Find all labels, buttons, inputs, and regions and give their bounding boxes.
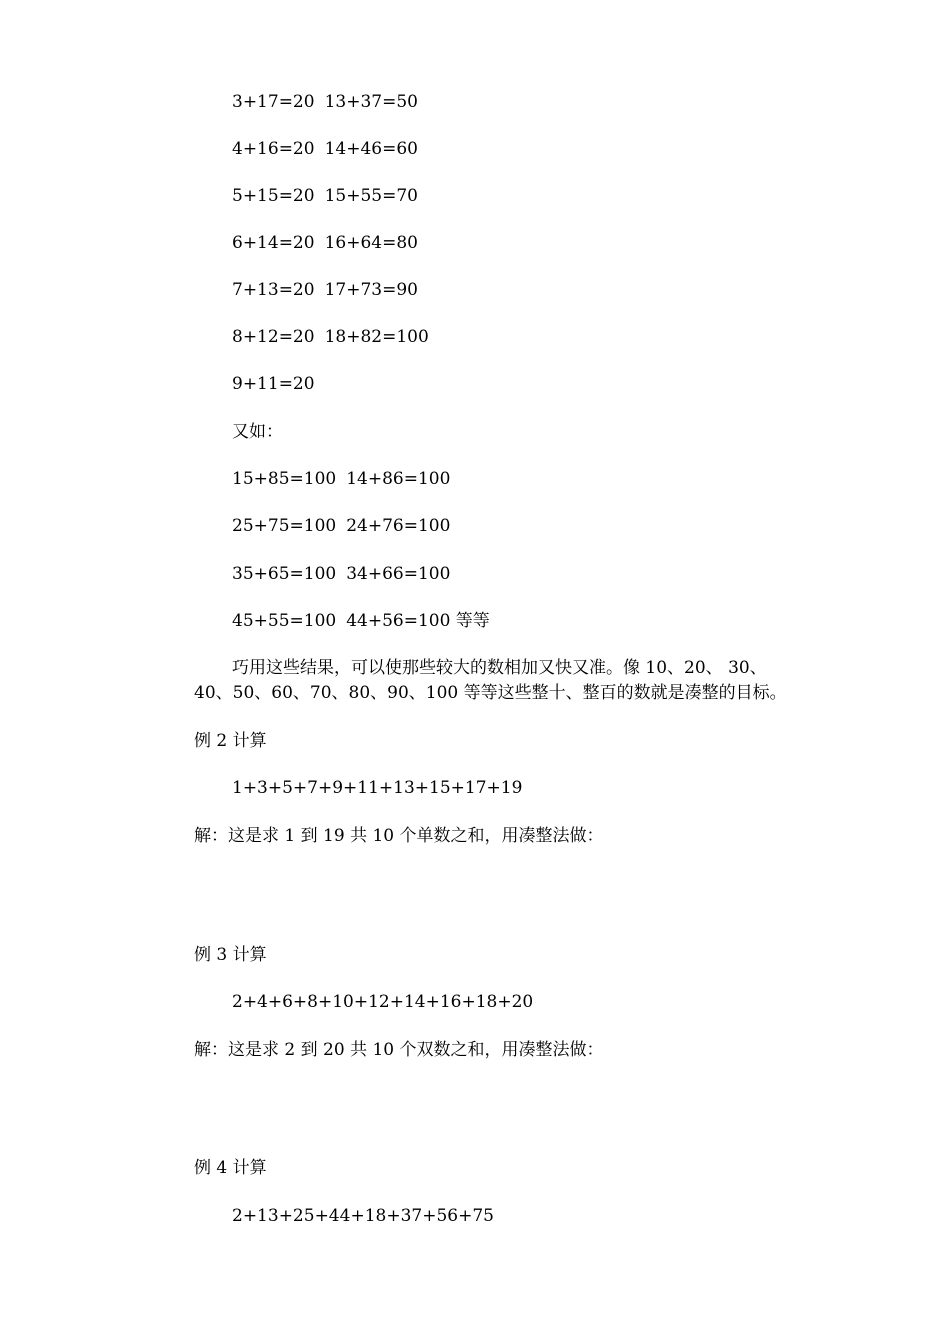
equation-left: 15+85=100 bbox=[232, 469, 337, 489]
explanation-line: 巧用这些结果，可以使那些较大的数相加又快又准。像 10、20、 30、 bbox=[232, 658, 767, 678]
equation-row bbox=[232, 280, 418, 300]
equation-right: 44+56=100 等等 bbox=[346, 611, 490, 631]
example-solution: 解：这是求 1 到 19 共 10 个单数之和，用凑整法做： bbox=[194, 826, 604, 846]
equation-right: 15+55=70 bbox=[324, 186, 418, 206]
equation-left: 6+14=20 bbox=[232, 233, 315, 253]
equation-right: 34+66=100 bbox=[346, 564, 451, 584]
explanation-line: 40、50、60、70、80、90、100 等等这些整十、整百的数就是凑整的目标。 bbox=[194, 683, 787, 703]
equation-right: 14+46=60 bbox=[324, 139, 418, 159]
example-expression: 2+4+6+8+10+12+14+16+18+20 bbox=[232, 992, 534, 1012]
equation-row bbox=[232, 92, 418, 112]
equation-right: 24+76=100 bbox=[346, 516, 451, 536]
equation-right: 14+86=100 bbox=[346, 469, 451, 489]
example-title: 例 4 计算 bbox=[194, 1158, 267, 1178]
equation-row bbox=[232, 469, 450, 489]
equation-row bbox=[232, 233, 418, 253]
example-title: 例 2 计算 bbox=[194, 731, 267, 751]
equation-left: 4+16=20 bbox=[232, 139, 315, 159]
equation-left: 9+11=20 bbox=[232, 374, 315, 394]
equation-row bbox=[232, 611, 490, 631]
equation-row bbox=[232, 186, 418, 206]
equation-row bbox=[232, 139, 418, 159]
equation-left: 35+65=100 bbox=[232, 564, 337, 584]
equation-right: 13+37=50 bbox=[324, 92, 418, 112]
equation-row bbox=[232, 564, 450, 584]
equation-left: 25+75=100 bbox=[232, 516, 337, 536]
example-title: 例 3 计算 bbox=[194, 945, 267, 965]
equation-left: 45+55=100 bbox=[232, 611, 337, 631]
equation-left: 5+15=20 bbox=[232, 186, 315, 206]
equation-left: 3+17=20 bbox=[232, 92, 315, 112]
equation-right: 18+82=100 bbox=[324, 327, 429, 347]
example-expression: 2+13+25+44+18+37+56+75 bbox=[232, 1206, 494, 1226]
equation-left: 7+13=20 bbox=[232, 280, 315, 300]
equation-left: 8+12=20 bbox=[232, 327, 315, 347]
equation-right: 17+73=90 bbox=[324, 280, 418, 300]
equation-row bbox=[232, 327, 429, 347]
again-label: 又如： bbox=[232, 422, 283, 442]
example-solution: 解：这是求 2 到 20 共 10 个双数之和，用凑整法做： bbox=[194, 1040, 604, 1060]
equation-right: 16+64=80 bbox=[324, 233, 418, 253]
equation-row bbox=[232, 516, 450, 536]
example-expression: 1+3+5+7+9+11+13+15+17+19 bbox=[232, 778, 523, 798]
equation-row bbox=[232, 374, 315, 394]
